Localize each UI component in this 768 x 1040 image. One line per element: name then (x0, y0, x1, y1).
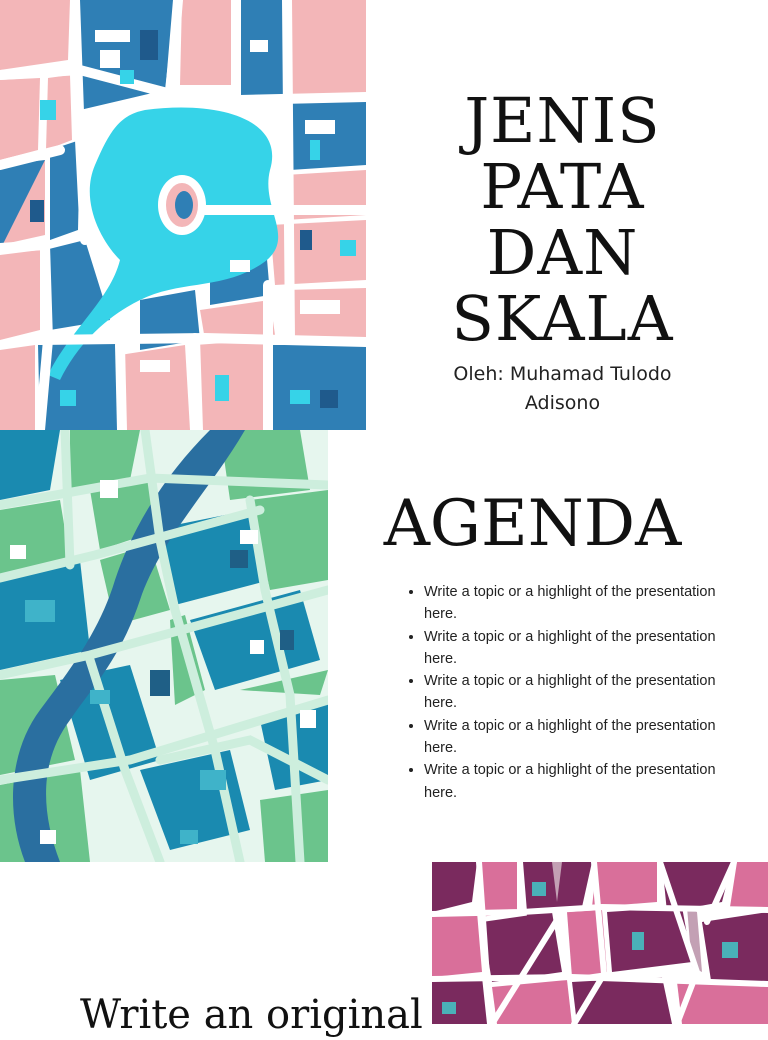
title-line: DAN (486, 216, 639, 289)
agenda-item: • Write a topic or a highlight of the presentation here. (424, 759, 724, 804)
title-line: PATA (480, 150, 645, 223)
author-line: Adisono (524, 392, 601, 414)
agenda-heading: AGENDA (383, 487, 682, 561)
author-line: Oleh: Muhamad Tulodo (453, 363, 672, 385)
agenda-item: • Write a topic or a highlight of the presentation here. (424, 581, 724, 626)
city-map-illustration-green (0, 430, 328, 862)
title-line: SKALA (451, 282, 674, 355)
city-map-illustration-purple (432, 862, 768, 1024)
agenda-item: • Write a topic or a highlight of the presentation here. (424, 670, 724, 715)
page-title (390, 84, 735, 355)
agenda-item: • Write a topic or a highlight of the presentation here. (424, 715, 724, 760)
author-credit (420, 360, 705, 418)
title-line: JENIS (464, 84, 661, 157)
next-page-heading: Write an original (80, 992, 423, 1038)
agenda-list (404, 581, 724, 804)
agenda-item: • Write a topic or a highlight of the presentation here. (424, 626, 724, 671)
city-map-illustration-pink (0, 0, 366, 430)
